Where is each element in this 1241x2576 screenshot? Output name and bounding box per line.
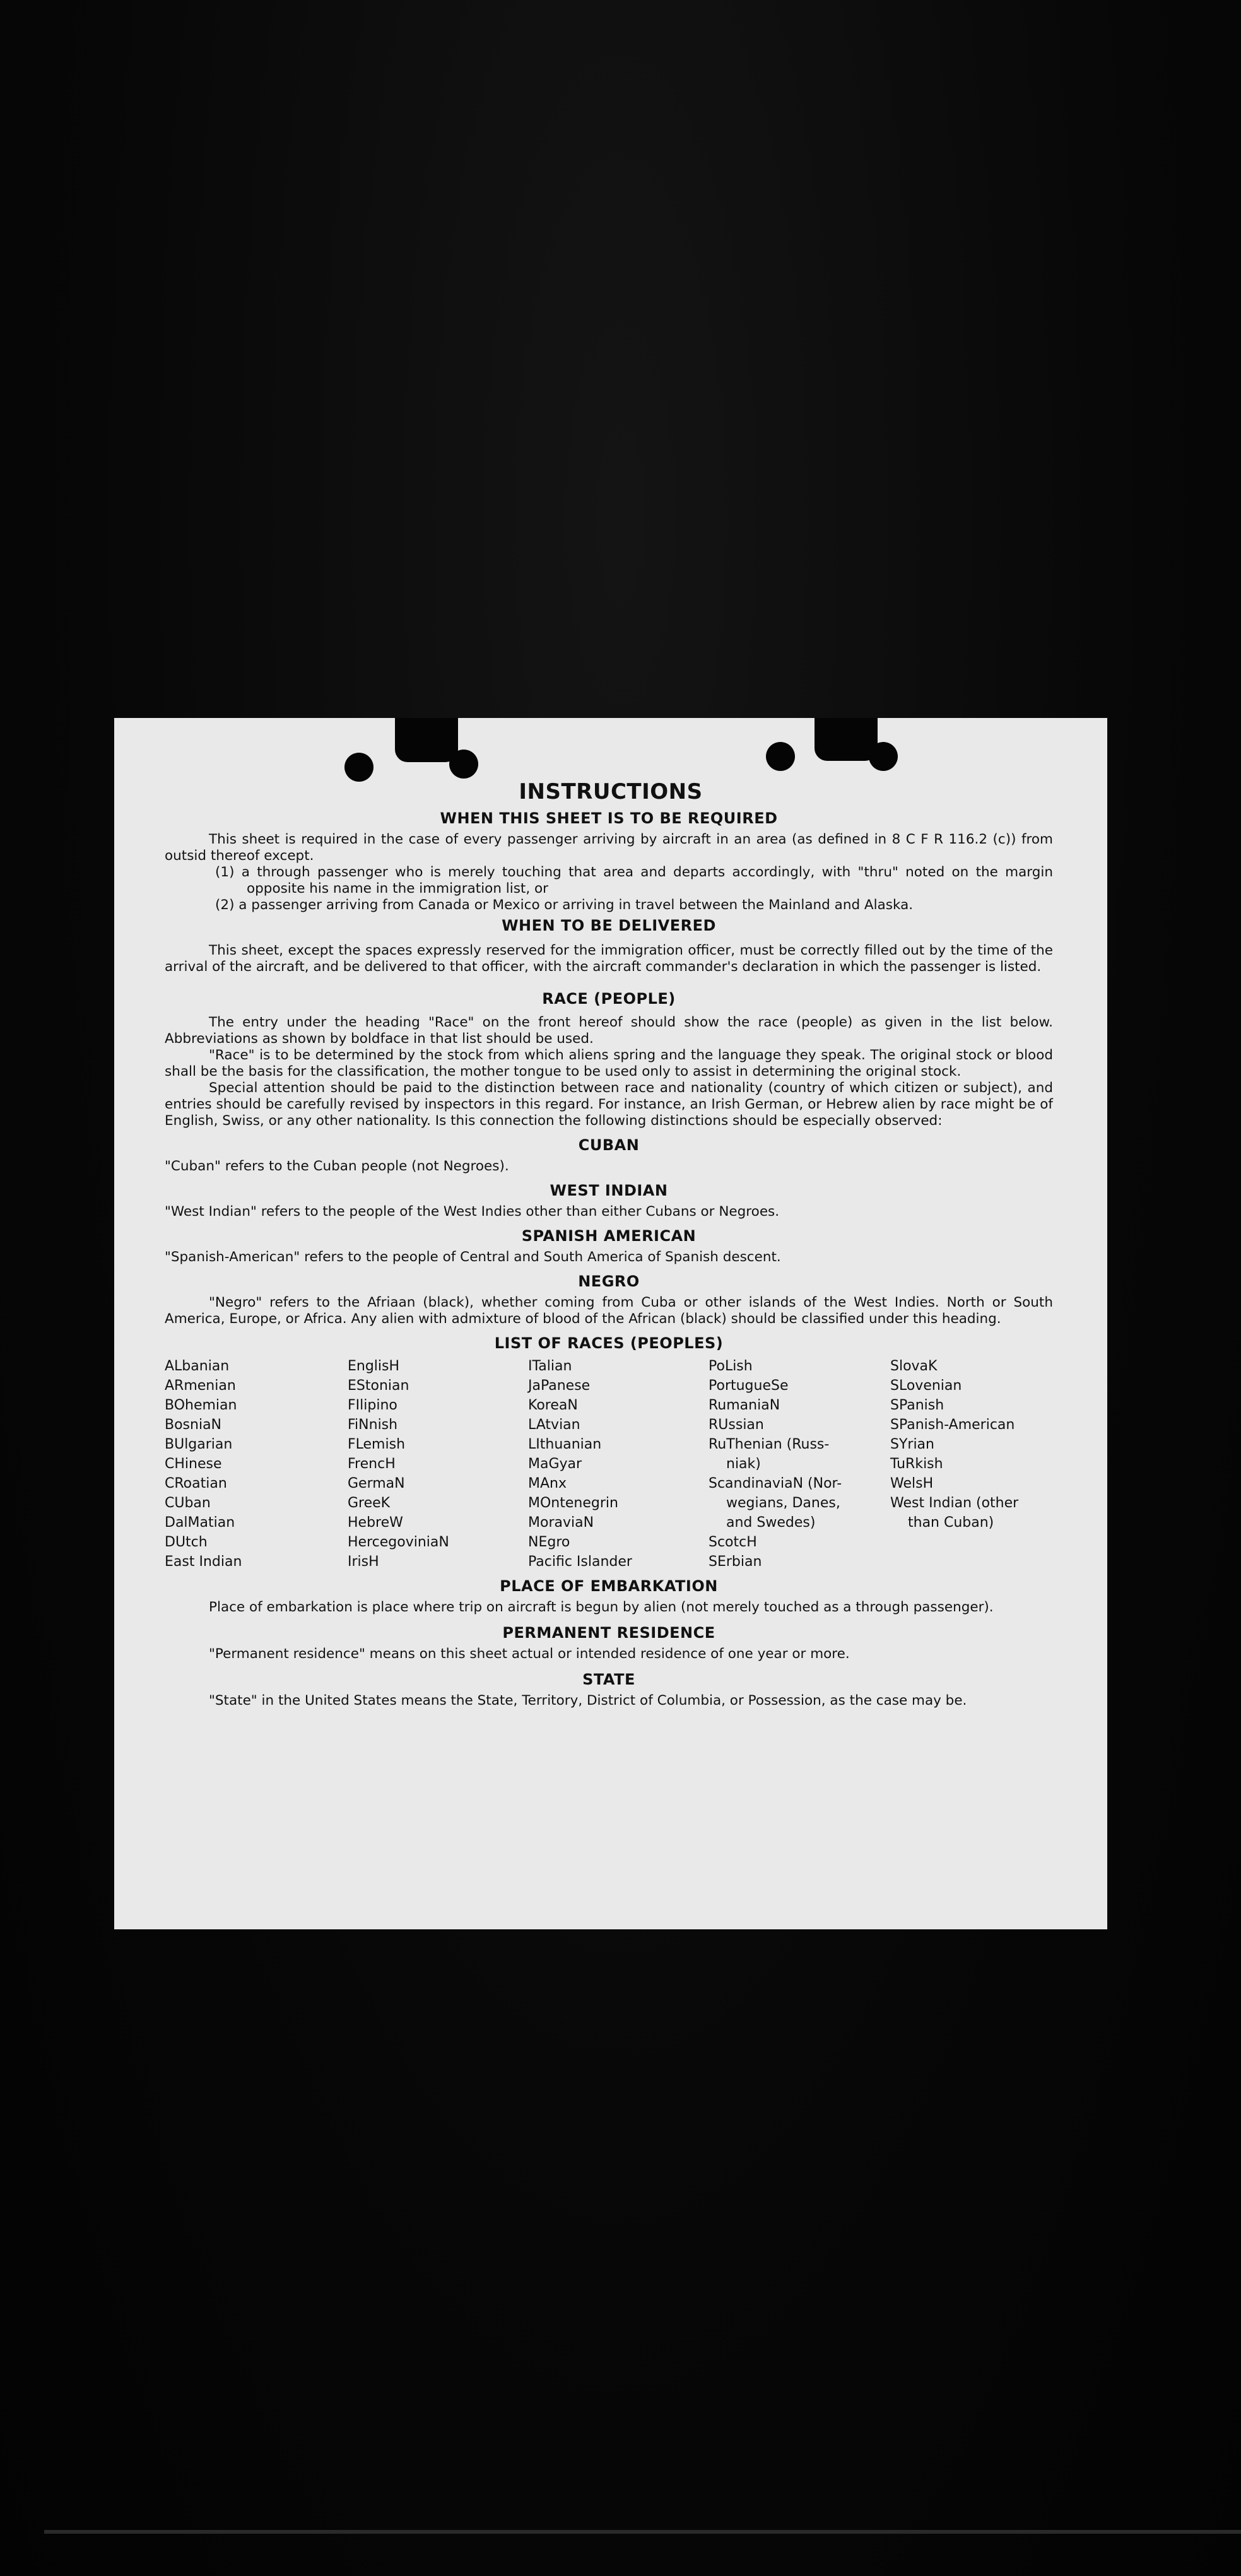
page-title: INSTRUCTIONS [519,779,703,804]
binder-clip [815,718,878,761]
race-entry: KoreaN [528,1397,578,1413]
race-entry: FIlipino [348,1397,397,1413]
race-entry: MaGyar [528,1456,582,1472]
section-heading: PERMANENT RESIDENCE [502,1624,715,1642]
race-entry: SlovaK [890,1358,938,1374]
race-entry: East Indian [165,1554,242,1570]
race-entry: BOhemian [165,1397,237,1413]
race-entry: GermaN [348,1476,405,1491]
race-entry: BosniaN [165,1417,222,1433]
race-entry: LIthuanian [528,1437,602,1452]
paragraph: "Negro" refers to the Afriaan (black), whether coming from Cuba or other islands of the West Indies. North or South America, Europe, or Africa. Any alien with admixture of blood of the African (black) should be classified under this heading. [165,1295,1053,1327]
race-entry: DUtch [165,1534,208,1550]
race-entry: MOntenegrin [528,1495,618,1511]
race-entry: HercegoviniaN [348,1534,449,1550]
paragraph: Place of embarkation is place where trip on aircraft is begun by alien (not merely touched as a through passenger). [209,1599,994,1615]
race-entry: SPanish-American [890,1417,1015,1433]
race-entry: PortugueSe [709,1378,789,1394]
race-entry: RuThenian (Russ- [709,1437,830,1452]
section-heading: WHEN TO BE DELIVERED [502,917,716,934]
paragraph: "Permanent residence" means on this sheet actual or intended residence of one year or more. [209,1646,850,1662]
scan-edge [44,2530,1241,2534]
race-column [165,1356,348,1572]
punch-hole [344,753,373,782]
race-entry: CRoatian [165,1476,227,1491]
race-entry: EStonian [348,1378,409,1394]
race-entry: MoraviaN [528,1515,594,1531]
race-entry: EnglisH [348,1358,400,1374]
section-heading: LIST OF RACES (PEOPLES) [494,1334,724,1352]
race-entry: RumaniaN [709,1397,780,1413]
race-column [528,1356,709,1572]
instructions-body [165,806,1053,1709]
paragraph: "Race" is to be determined by the stock from which aliens spring and the language they speak. The original stock or blood shall be the basis for the classification, the mother tongue to be used only to assist in determining the original stock. [165,1047,1053,1079]
section-heading: CUBAN [578,1136,640,1154]
race-entry: and Swedes) [726,1515,816,1531]
race-entry: CUban [165,1495,211,1511]
race-entry: ITalian [528,1358,572,1374]
race-entry: GreeK [348,1495,391,1511]
race-list [165,1356,1053,1572]
race-entry: PoLish [709,1358,753,1374]
race-entry: SLovenian [890,1378,962,1394]
race-column [709,1356,890,1572]
race-entry: SPanish [890,1397,944,1413]
race-entry: ScotcH [709,1534,757,1550]
section-heading: WHEN THIS SHEET IS TO BE REQUIRED [440,809,778,827]
race-entry: FrencH [348,1456,396,1472]
paragraph: "West Indian" refers to the people of the West Indies other than either Cubans or Negroes. [165,1204,780,1220]
section-heading: STATE [582,1671,635,1688]
race-entry: WelsH [890,1476,934,1491]
race-entry: HebreW [348,1515,403,1531]
race-entry: BUlgarian [165,1437,233,1452]
race-entry: TuRkish [890,1456,943,1472]
list-item: (1) a through passenger who is merely touching that area and departs accordingly, with "thru" noted on the margin opposite his name in the immigration list, or [215,864,1053,897]
section-heading: RACE (PEOPLE) [542,990,676,1008]
race-entry: niak) [726,1456,761,1472]
punch-hole [766,742,795,771]
race-entry: Pacific Islander [528,1554,632,1570]
paragraph: "Spanish-American" refers to the people of Central and South America of Spanish descent. [165,1249,781,1265]
race-entry: than Cuban) [908,1515,994,1531]
race-column [348,1356,528,1572]
list-item: (2) a passenger arriving from Canada or Mexico or arriving in travel between the Mainland and Alaska. [215,897,914,913]
race-entry: NEgro [528,1534,570,1550]
paragraph: "Cuban" refers to the Cuban people (not Negroes). [165,1158,509,1174]
race-entry: FLemish [348,1437,406,1452]
race-entry: SErbian [709,1554,762,1570]
paragraph: The entry under the heading "Race" on the front hereof should show the race (people) as given in the list below. Abbreviations as shown by boldface in that list should be used. [165,1015,1053,1047]
race-entry: ScandinaviaN (Nor- [709,1476,842,1491]
race-entry: LAtvian [528,1417,580,1433]
section-heading: WEST INDIAN [550,1182,668,1199]
section-heading: NEGRO [578,1273,640,1290]
race-column [890,1356,1073,1572]
race-entry: SYrian [890,1437,934,1452]
race-entry: MAnx [528,1476,567,1491]
paragraph: This sheet, except the spaces expressly reserved for the immigration officer, must be correctly filled out by the time of the arrival of the aircraft, and be delivered to that officer, with the aircraft commander's declaration in which the passenger is listed. [165,943,1053,975]
race-entry: wegians, Danes, [726,1495,840,1511]
paragraph: "State" in the United States means the State, Territory, District of Columbia, or Possession, as the case may be. [209,1693,967,1709]
section-heading: SPANISH AMERICAN [521,1227,697,1245]
race-entry: RUssian [709,1417,764,1433]
race-entry: JaPanese [528,1378,591,1394]
race-entry: DalMatian [165,1515,235,1531]
paragraph: This sheet is required in the case of every passenger arriving by aircraft in an area (as defined in 8 C F R 116.2 (c)) from outsid thereof except. [165,832,1053,864]
race-entry: FiNnish [348,1417,398,1433]
instruction-sheet [114,718,1107,1929]
race-entry: IrisH [348,1554,379,1570]
race-entry: ARmenian [165,1378,236,1394]
paragraph: Special attention should be paid to the distinction between race and nationality (country of which citizen or subject), and entries should be carefully revised by inspectors in this regard. For instance, an Irish German, or Hebrew alien by race might be of English, Swiss, or any other nationality. Is this connection the following distinctions should be especially observed: [165,1080,1053,1129]
section-heading: PLACE OF EMBARKATION [500,1577,718,1595]
race-entry: CHinese [165,1456,222,1472]
binder-clip [395,718,458,762]
race-entry: West Indian (other [890,1495,1019,1511]
race-entry: ALbanian [165,1358,230,1374]
